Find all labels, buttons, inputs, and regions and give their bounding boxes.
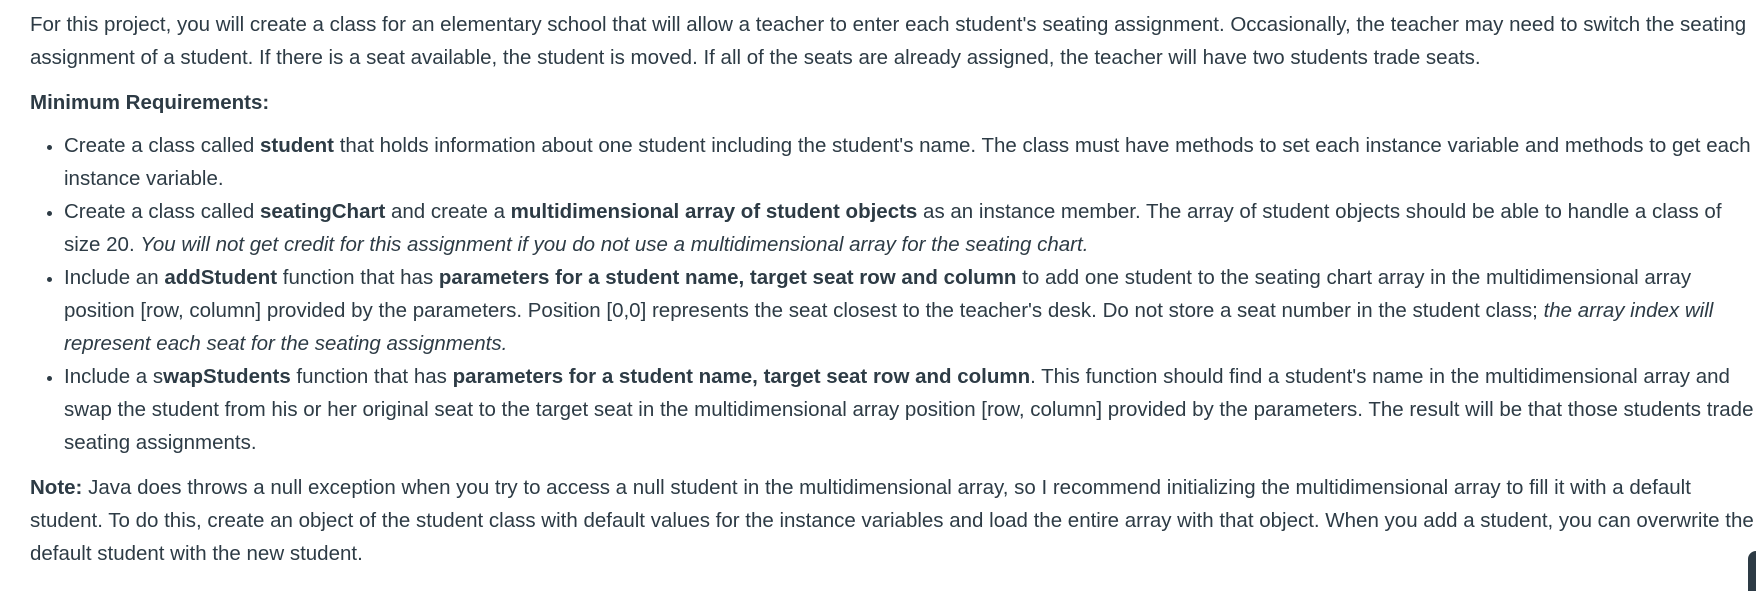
- req3-text-1: Include an: [64, 266, 165, 289]
- req2-italic-1: You will not get credit for this assignment if you do not use a multidimensional array for the seating chart.: [140, 233, 1089, 256]
- req2-text-3: as an instance member. The array of student objects should be able to handle a class of size 20.: [64, 200, 1722, 256]
- requirement-student-class: [64, 129, 1756, 195]
- intro-paragraph: [30, 8, 1756, 74]
- req3-text-3: to add one student to the seating chart array in the multidimensional array position [row, column] provided by the parameters. Position [0,0] represents the seat closest to the teacher's desk. Do not store a seat number in the student class;: [64, 266, 1692, 322]
- scroll-corner-tab[interactable]: [1748, 551, 1756, 591]
- req3-italic-1: the array index will represent each seat for the seating assignments.: [64, 299, 1714, 355]
- req1-text-2: that holds information about one student including the student's name. The class must have methods to set each instance variable and methods to get each instance variable.: [64, 134, 1751, 190]
- assignment-description: [30, 8, 1756, 570]
- req4-text-3: . This function should find a student's name in the multidimensional array and swap the student from his or her original seat to the target seat in the multidimensional array position [row, column] provided by the parameters. The result will be that those students trade seating assignments.: [64, 365, 1754, 454]
- note-text: Java does throws a null exception when you try to access a null student in the multidimensional array, so I recommend initializing the multidimensional array to fill it with a default student. To do this, create an object of the student class with default values for the instance variables and load the entire array with that object. When you add a student, you can overwrite the default student with the new student.: [30, 476, 1754, 565]
- req2-text-1: Create a class called: [64, 200, 260, 223]
- requirements-list: [30, 129, 1756, 459]
- req4-bold-2: parameters for a student name, target seat row and column: [452, 365, 1031, 388]
- requirement-swap-students: [64, 360, 1756, 459]
- req3-text-2: function that has: [277, 266, 439, 289]
- requirements-heading: Minimum Requirements:: [30, 91, 270, 114]
- req1-text-1: Create a class called: [64, 134, 260, 157]
- req2-bold-1: seatingChart: [259, 200, 386, 223]
- req4-text-2: function that has: [290, 365, 453, 388]
- req4-text-1: Include a s: [64, 365, 164, 388]
- req2-text-2: and create a: [385, 200, 511, 223]
- req3-bold-2: parameters for a student name, target seat row and column: [438, 266, 1017, 289]
- req2-bold-2: multidimensional array of student objects: [510, 200, 918, 223]
- requirement-seating-chart: [64, 195, 1756, 261]
- req4-bold-1: wapStudents: [163, 365, 291, 388]
- note-label: Note:: [30, 476, 83, 499]
- req3-bold-1: addStudent: [164, 266, 278, 289]
- note-paragraph: [30, 471, 1756, 570]
- req1-bold-1: student: [259, 134, 335, 157]
- requirement-add-student: [64, 261, 1756, 360]
- intro-text: For this project, you will create a class for an elementary school that will allow a teacher to enter each student's seating assignment. Occasionally, the teacher may need to switch the seating assignment of a student. If there is a seat available, the student is moved. If all of the seats are already assigned, the teacher will have two students trade seats.: [30, 13, 1747, 69]
